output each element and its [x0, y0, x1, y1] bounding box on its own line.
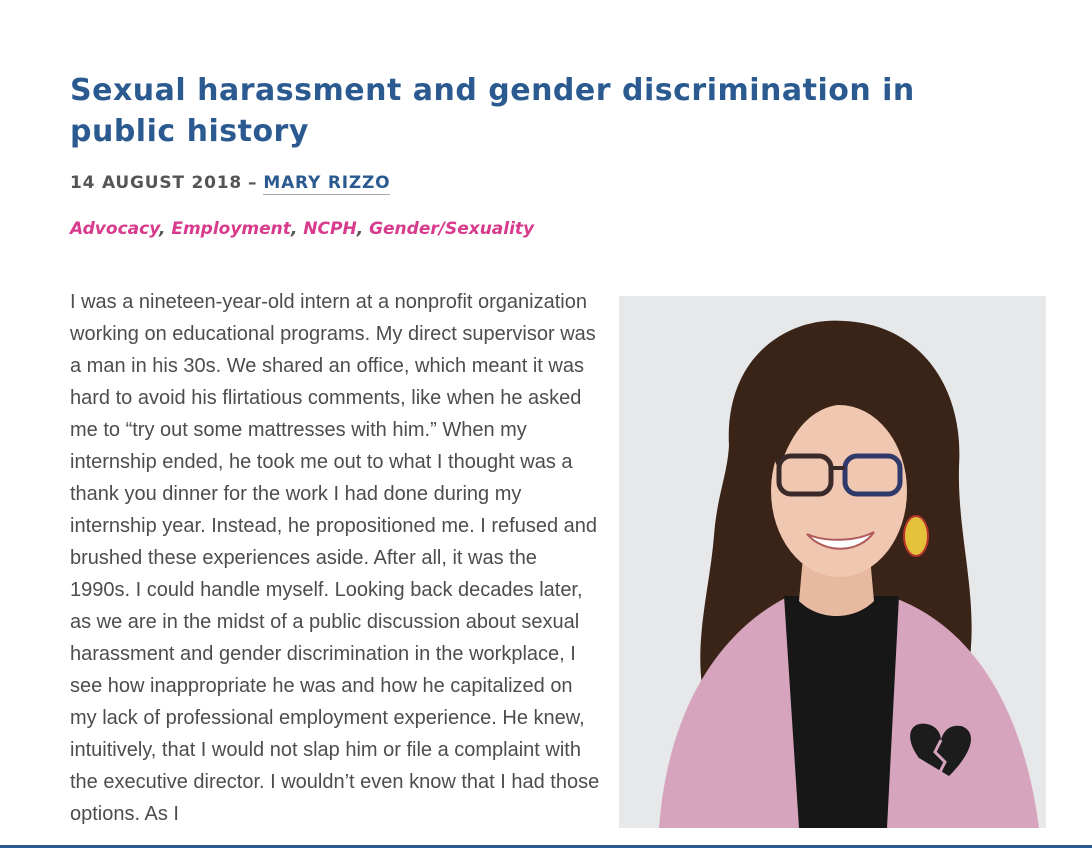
article-title: Sexual harassment and gender discrimination in public history [70, 73, 915, 149]
category-link-advocacy[interactable]: Advocacy [70, 219, 159, 239]
category-link-gender-sexuality[interactable]: Gender/Sexuality [369, 219, 535, 239]
meta-separator: – [248, 173, 258, 193]
author-link[interactable]: MARY RIZZO [263, 173, 391, 193]
portrait-image [619, 296, 1046, 828]
category-comma: , [290, 219, 304, 239]
category-comma: , [158, 219, 172, 239]
category-link-employment[interactable]: Employment [171, 219, 291, 239]
category-comma: , [356, 219, 370, 239]
category-list [70, 219, 534, 239]
article-body: I was a nineteen-year-old intern at a nonprofit organization working on educational programs. My direct supervisor was a man in his 30s. We shared an office, which meant it was hard to avoid his flirtatious comments, like when he asked me to “try out some mattresses with him.” When my internship ended, he took me out to what I thought was a thank you dinner for the work I had done during my internship year. Instead, he propositioned me. I refused and brushed these experiences aside. After all, it was the 1990s. I could handle myself. Looking back decades later, as we are in the midst of a public discussion about sexual harassment and gender discrimination in the workplace, I see how inappropriate he was and how he capitalized on my lack of professional employment experience. He knew, intuitively, that I would not slap him or file a complaint with the executive director. I wouldn’t even know that I had those options. As I [70, 291, 600, 825]
author-photo [619, 296, 1046, 828]
article-meta [70, 173, 390, 193]
category-link-ncph[interactable]: NCPH [303, 219, 357, 239]
article-date: 14 AUGUST 2018 [70, 173, 243, 193]
